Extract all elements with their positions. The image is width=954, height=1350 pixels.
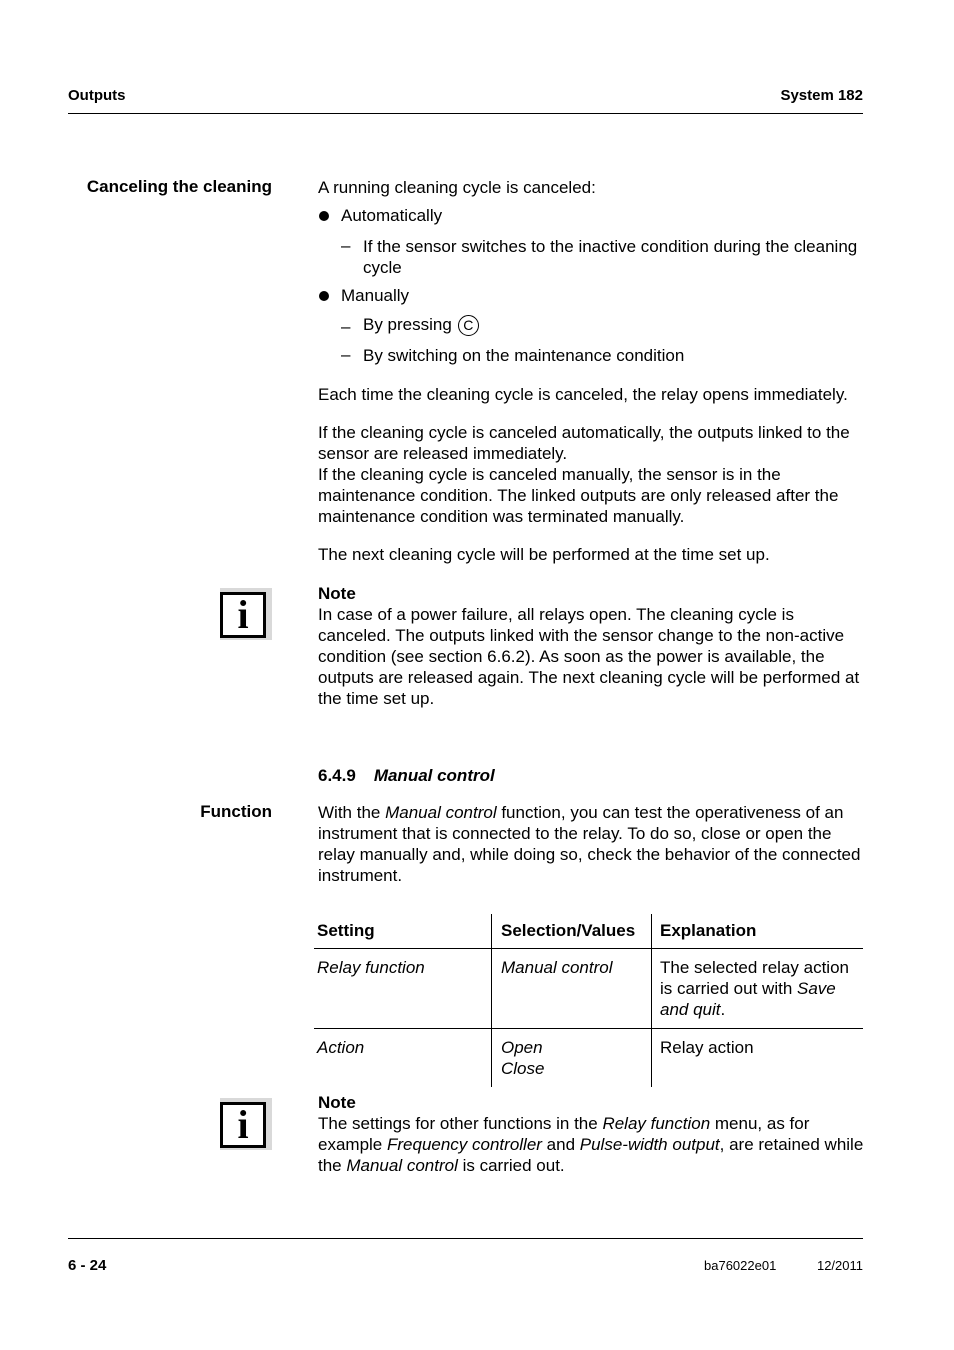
dash-marker: – xyxy=(341,345,351,364)
c-key-icon: C xyxy=(458,315,479,336)
table-cell-explanation: Relay action xyxy=(652,1029,864,1088)
info-icon: i xyxy=(220,1098,272,1150)
page-number: 6 - 24 xyxy=(68,1257,107,1274)
table-cell-setting xyxy=(314,1029,492,1088)
note2-t1: The settings for other functions in the xyxy=(318,1114,603,1133)
note2-text xyxy=(318,1113,868,1176)
section-heading xyxy=(318,766,495,786)
setting-relay-function: Relay function xyxy=(317,958,425,977)
dash-inactive-condition: If the sensor switches to the inactive condition during the cleaning cycle xyxy=(363,237,858,277)
note2-t8: Manual control xyxy=(346,1156,458,1175)
table-row xyxy=(314,1029,863,1088)
note2-t2: Relay function xyxy=(602,1114,711,1133)
note2-t5: and xyxy=(541,1135,580,1154)
cancel-intro: A running cleaning cycle is canceled: xyxy=(318,178,596,197)
setting-action: Action xyxy=(317,1038,365,1057)
bullet-dot-icon xyxy=(319,291,329,301)
function-text-3: function, you can test the operativeness of an instrument that is connected to the relay. To do so, close or open the relay manually and, while doing so, check the behavior of the connected instrument. xyxy=(318,803,861,885)
header-product-name: System 182 xyxy=(780,87,863,104)
side-heading-function: Function xyxy=(200,802,272,821)
footer-date: 12/2011 xyxy=(816,1258,863,1273)
note2-t7: , are retained while the xyxy=(318,1135,864,1175)
section-title: Manual control xyxy=(373,766,495,785)
dash-by-pressing xyxy=(363,315,479,336)
note1-text: In case of a power failure, all relays open. The cleaning cycle is canceled. The outputs linked with the sensor change to the non-active condition (see section 6.6.2). As soon as the power is available, the outputs are released again. The next cleaning cycle will be performed at the time set up. xyxy=(318,605,860,708)
dash-marker: – xyxy=(341,317,351,336)
section-number: 6.4.9 xyxy=(318,766,356,785)
para-canceled-automatically: If the cleaning cycle is canceled automatically, the outputs linked to the sensor are released immediately. xyxy=(318,423,850,463)
table-header-selection: Selection/Values xyxy=(492,914,652,949)
footer-rule xyxy=(68,1238,863,1239)
table-row xyxy=(314,949,863,1029)
selection-close: Close xyxy=(501,1059,545,1078)
note2-t4: Frequency controller xyxy=(386,1135,542,1154)
para-canceled-manually: If the cleaning cycle is canceled manually, the sensor is in the maintenance condition. The linked outputs are only released after the maintenance condition was terminated manually. xyxy=(318,465,839,526)
header-section-title: Outputs xyxy=(68,87,126,104)
table-header-explanation: Explanation xyxy=(652,914,864,949)
table-cell-selection xyxy=(492,1029,652,1088)
expl-text-a: The selected relay action is carried out with xyxy=(660,958,849,998)
table-header-setting: Setting xyxy=(314,914,492,949)
settings-table xyxy=(314,914,863,1087)
selection-open: Open xyxy=(501,1038,543,1057)
note2-t3: menu, as for example xyxy=(318,1114,810,1154)
expl-text-c: . xyxy=(720,1000,726,1019)
note2-t6: Pulse-width output xyxy=(579,1135,720,1154)
para-next-cycle: The next cleaning cycle will be performed at the time set up. xyxy=(318,545,770,564)
side-heading-canceling: Canceling the cleaning xyxy=(86,177,272,196)
bullet-dot-icon xyxy=(319,211,329,221)
selection-manual-control: Manual control xyxy=(501,958,613,977)
function-text-1: With the xyxy=(318,803,386,822)
bullet-automatically: Automatically xyxy=(341,206,443,225)
header-rule xyxy=(68,113,863,114)
dash-maintenance: By switching on the maintenance condition xyxy=(363,346,685,365)
table-cell-explanation xyxy=(652,949,864,1029)
function-text xyxy=(318,802,868,886)
footer-doc-id: ba76022e01 xyxy=(704,1258,777,1273)
dash-marker: – xyxy=(341,236,351,255)
expl-text-b: Save and quit xyxy=(660,979,836,1019)
para-relay-opens: Each time the cleaning cycle is canceled, the relay opens immediately. xyxy=(318,385,848,404)
note1-title: Note xyxy=(318,584,356,603)
by-pressing-text: By pressing xyxy=(363,315,452,334)
info-icon: i xyxy=(220,588,272,640)
note2-t9: is carried out. xyxy=(457,1156,565,1175)
bullet-manually: Manually xyxy=(341,286,410,305)
table-cell-selection xyxy=(492,949,652,1029)
note2-title: Note xyxy=(318,1093,356,1112)
table-cell-setting xyxy=(314,949,492,1029)
function-text-2: Manual control xyxy=(385,803,497,822)
table-header-row xyxy=(314,914,863,949)
